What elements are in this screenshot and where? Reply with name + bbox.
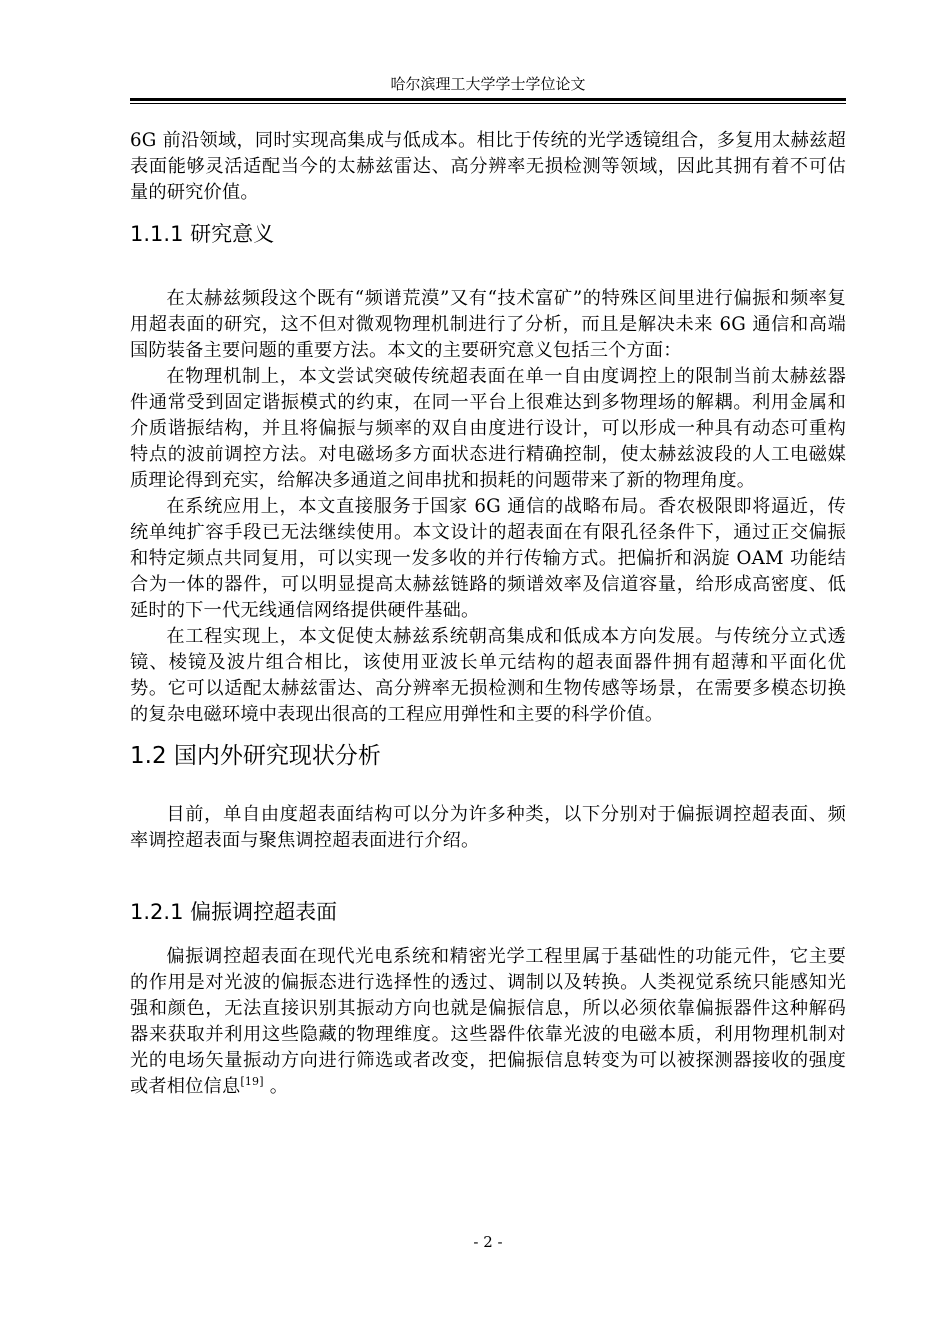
spacer [130, 772, 846, 802]
significance-paragraph-3: 在系统应用上，本文直接服务于国家 6G 通信的战略布局。香农极限即将逼近，传统单纯扩容手段已无法继续使用。本文设计的超表面在有限孔径条件下，通过正交偏振和特定频点共同复用，可以实现一发多收的并行传输方式。把偏折和涡旋 OAM 功能结合为一体的器件，可以明显提高太赫兹链路的频谱效率及信道容量，给形成高密度、低延时的下一代无线通信网络提供硬件基础。 [130, 496, 846, 621]
spacer [130, 248, 846, 286]
running-header: 哈尔滨理工大学学士学位论文 [390, 75, 586, 93]
page-number: - 2 - [473, 1233, 503, 1251]
header-rule-thin [130, 103, 846, 104]
intro-paragraph: 6G 前沿领域，同时实现高集成与低成本。相比于传统的光学透镜组合，多复用太赫兹超表面能够灵活适配当今的太赫兹雷达、高分辨率无损检测等领域，因此其拥有着不可估量的研究价值。 [130, 130, 846, 203]
section-heading-1-2-1: 1.2.1 偏振调控超表面 [130, 900, 338, 924]
citation-ref[interactable]: [19] [240, 1075, 264, 1088]
header-rule-thick [130, 98, 846, 101]
polarization-paragraph-text: 偏振调控超表面在现代光电系统和精密光学工程里属于基础性的功能元件，它主要的作用是对光波的偏振态进行选择性的透过、调制以及转换。人类视觉系统只能感知光强和颜色，无法直接识别其振动方向也就是偏振信息，所以必须依靠偏振器件这种解码器来获取并利用这些隐藏的物理维度。这些器件依靠光波的电磁本质，利用物理机制对光的电场矢量振动方向进行筛选或者改变，把偏振信息转变为可以被探测器接收的强度或者相位信息 [130, 946, 846, 1097]
section-heading-1-2: 1.2 国内外研究现状分析 [130, 743, 381, 769]
significance-paragraph-2: 在物理机制上，本文尝试突破传统超表面在单一自由度调控上的限制当前太赫兹器件通常受到固定谐振模式的约束，在同一平台上很难达到多物理场的解耦。利用金属和介质谐振结构，并且将偏振与频率的双自由度进行设计，可以形成一种具有动态可重构特点的波前调控方法。对电磁场多方面状态进行精确控制，使太赫兹波段的人工电磁媒质理论得到充实，给解决多通道之间串扰和损耗的问题带来了新的物理角度。 [130, 366, 846, 491]
significance-paragraph-1: 在太赫兹频段这个既有“频谱荒漠”又有“技术富矿”的特殊区间里进行偏振和频率复用超表面的研究，这不但对微观物理机制进行了分析，而且是解决未来 6G 通信和高端国防装备主要问题的重要方法。本文的主要研究意义包括三个方面： [130, 288, 846, 361]
status-paragraph: 目前，单自由度超表面结构可以分为许多种类，以下分别对于偏振调控超表面、频率调控超表面与聚焦调控超表面进行介绍。 [130, 804, 846, 851]
significance-paragraph-4: 在工程实现上，本文促使太赫兹系统朝高集成和低成本方向发展。与传统分立式透镜、棱镜及波片组合相比，该使用亚波长单元结构的超表面器件拥有超薄和平面化优势。它可以适配太赫兹雷达、高分辨率无损检测和生物传感等场景，在需要多模态切换的复杂电磁环境中表现出很高的工程应用弹性和主要的科学价值。 [130, 626, 846, 725]
section-heading-1-1-1: 1.1.1 研究意义 [130, 222, 275, 246]
polarization-paragraph-end: 。 [263, 1076, 289, 1097]
spacer [130, 854, 846, 884]
spacer [130, 926, 846, 944]
polarization-paragraph [130, 944, 846, 1100]
page-body [130, 128, 846, 1100]
